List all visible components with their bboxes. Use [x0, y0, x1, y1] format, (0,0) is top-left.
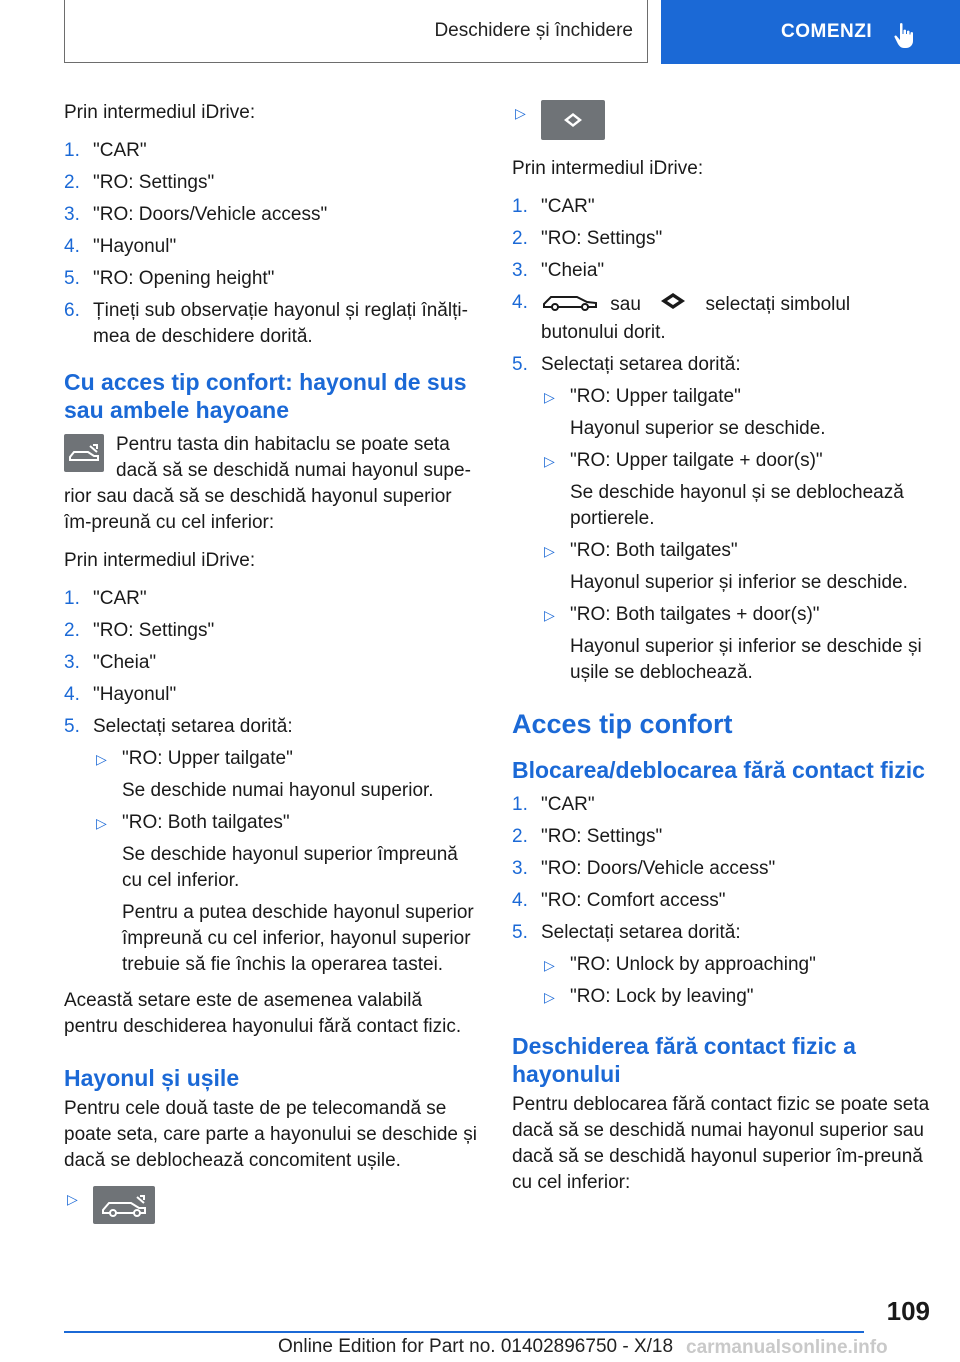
list-item: 2. "RO: Settings": [512, 826, 663, 847]
handsfree-paragraph: Pentru deblocarea fără contact fizic se poate seta dacă să se deschidă numai hayonul superior sau dacă să se deschidă hayonul superior îm-preună cu cel inferior:: [512, 1094, 930, 1193]
list-item: 4. "RO: Comfort access": [512, 890, 726, 911]
interior-button-tailgate-icon: [64, 434, 104, 472]
remote-button-item-2: ▷: [512, 100, 932, 140]
heading-handsfree-tailgate: Deschiderea fără contact fizic a hayonului: [512, 1033, 856, 1087]
comfort-block: [64, 432, 479, 536]
list-item: 3. "RO: Doors/Vehicle access": [512, 858, 776, 879]
upper-tailgate-icon: [541, 100, 605, 140]
list-item: 2. "RO: Settings": [64, 172, 215, 193]
list-item: 1. "CAR": [512, 794, 595, 815]
diamond-symbol-icon: [656, 291, 690, 319]
list-item: 3. "RO: Doors/Vehicle access": [64, 204, 328, 225]
list-item: 1. "CAR": [512, 196, 595, 217]
list-item: 4. "Hayonul": [64, 236, 177, 257]
steps-list-lock: [512, 792, 932, 1010]
option-description: Se deschide hayonul superior împreună cu cel inferior.: [122, 844, 458, 891]
remote-button-item: ▷: [64, 1186, 479, 1224]
car-outline-icon: [541, 290, 599, 320]
car-tailgate-icon: [93, 1186, 155, 1224]
heading-lock-unlock: Blocarea/deblocarea fără contact fizic: [512, 757, 925, 783]
option-description: Se deschide numai hayonul superior.: [122, 780, 434, 801]
heading-comfort-access: Acces tip confort: [512, 709, 733, 739]
edition-text: Online Edition for Part no. 01402896750 - X/18: [278, 1336, 674, 1357]
list-item: 5. Selectați setarea dorită: ▷ "RO: Upper tailgate" Se deschide numai hayonul superior. ▷ "RO: Both tailgates" Se deschide hayonul superior împreună cu cel inferior. Pentru a putea deschide hayonul superior împreună cu cel inferior, hayonul superior trebuie să fie închis la operarea tastei.: [64, 714, 479, 978]
steps-list-right: [512, 194, 932, 686]
page-number: 109: [886, 1296, 930, 1326]
option-item: ▷ "RO: Both tailgates + door(s)" Hayonul superior și inferior se deschide și ușile se deblochează.: [544, 604, 922, 683]
watermark: carmanualsonline.info: [686, 1337, 888, 1358]
steps-list: [64, 138, 479, 350]
intro-text-right: Prin intermediul iDrive:: [512, 158, 704, 179]
option-item: ▷ "RO: Both tailgates" Hayonul superior și inferior se deschide.: [544, 540, 908, 593]
list-item: 2. "RO: Settings": [64, 620, 215, 641]
comfort-paragraph: Pentru tasta din habitaclu se poate seta dacă să se deschidă numai hayonul supe-rior sau dacă să se deschidă hayonul superior îm-preună cu cel inferior:: [64, 434, 471, 533]
chapter-tab-label: COMENZI: [781, 21, 873, 42]
footer-divider: [64, 1331, 864, 1333]
intro-text-2: Prin intermediul iDrive:: [64, 550, 256, 571]
intro-text: Prin intermediul iDrive:: [64, 102, 256, 123]
list-item: 2. "RO: Settings": [512, 228, 663, 249]
option-item: ▷ "RO: Unlock by approaching": [544, 954, 816, 975]
list-item: 6. Țineți sub observație hayonul și reglați înălți-mea de deschidere dorită.: [64, 300, 468, 347]
list-item: 5. Selectați setarea dorită: ▷ "RO: Upper tailgate" Hayonul superior se deschide. ▷ "RO: Upper tailgate + door(s)" Se deschide hayonul și se deblochează portierele. ▷ "RO: Both tailgates" Hayonul superior și inferior se deschide. ▷ "RO: Both tailgates + door(s)" Hayonul superior și inferior se deschide și ușile se deblochează.: [512, 352, 932, 686]
options-list: [93, 746, 479, 978]
steps-list-2: [64, 586, 479, 978]
list-item: 4. sau selectați simbolul butonului dorit.: [512, 292, 851, 343]
option-item: ▷ "RO: Both tailgates" Se deschide hayonul superior împreună cu cel inferior. Pentru a putea deschide hayonul superior împreună cu cel inferior, hayonul superior trebuie să fie închis la operarea tastei.: [93, 810, 479, 978]
left-column: [64, 100, 479, 1238]
option-item: ▷ "RO: Upper tailgate" Hayonul superior se deschide.: [544, 386, 826, 439]
chapter-tab[interactable]: [661, 0, 960, 64]
hand-pointer-icon: [893, 22, 917, 58]
list-item: 4. "Hayonul": [64, 684, 177, 705]
option-item: ▷ "RO: Upper tailgate" Se deschide numai hayonul superior.: [93, 746, 479, 804]
doors-paragraph: Pentru cele două taste de pe telecomandă se poate seta, care parte a hayonului se deschide și dacă se deblochează concomitent ușile.: [64, 1098, 477, 1171]
option-note: Pentru a putea deschide hayonul superior împreună cu cel inferior, hayonul superior trebuie să fie închis la operarea tastei.: [122, 902, 474, 975]
list-item: 3. "Cheia": [64, 652, 157, 673]
list-item: 1. "CAR": [64, 588, 147, 609]
list-item: 5. "RO: Opening height": [64, 268, 275, 289]
page-header: [0, 0, 960, 66]
list-item: 3. "Cheia": [512, 260, 605, 281]
option-item: ▷ "RO: Upper tailgate + door(s)" Se deschide hayonul și se deblochează portierele.: [544, 450, 904, 529]
options-list-right: [541, 384, 932, 686]
list-item: 5. Selectați setarea dorită: ▷ "RO: Unlock by approaching" ▷ "RO: Lock by leaving": [512, 920, 932, 1010]
heading-tailgate-doors: Hayonul și ușile: [64, 1065, 240, 1091]
option-item: ▷ "RO: Lock by leaving": [544, 986, 754, 1007]
lock-options-list: [541, 952, 932, 1010]
valid-paragraph: Această setare este de asemenea valabilă pentru deschiderea hayonului fără contact fizic.: [64, 990, 462, 1037]
section-title: Deschidere și închidere: [64, 0, 648, 63]
list-item: 1. "CAR": [64, 140, 147, 161]
heading-comfort-tailgate: Cu acces tip confort: hayonul de sus sau ambele hayoane: [64, 369, 467, 423]
right-column: [512, 100, 932, 1208]
